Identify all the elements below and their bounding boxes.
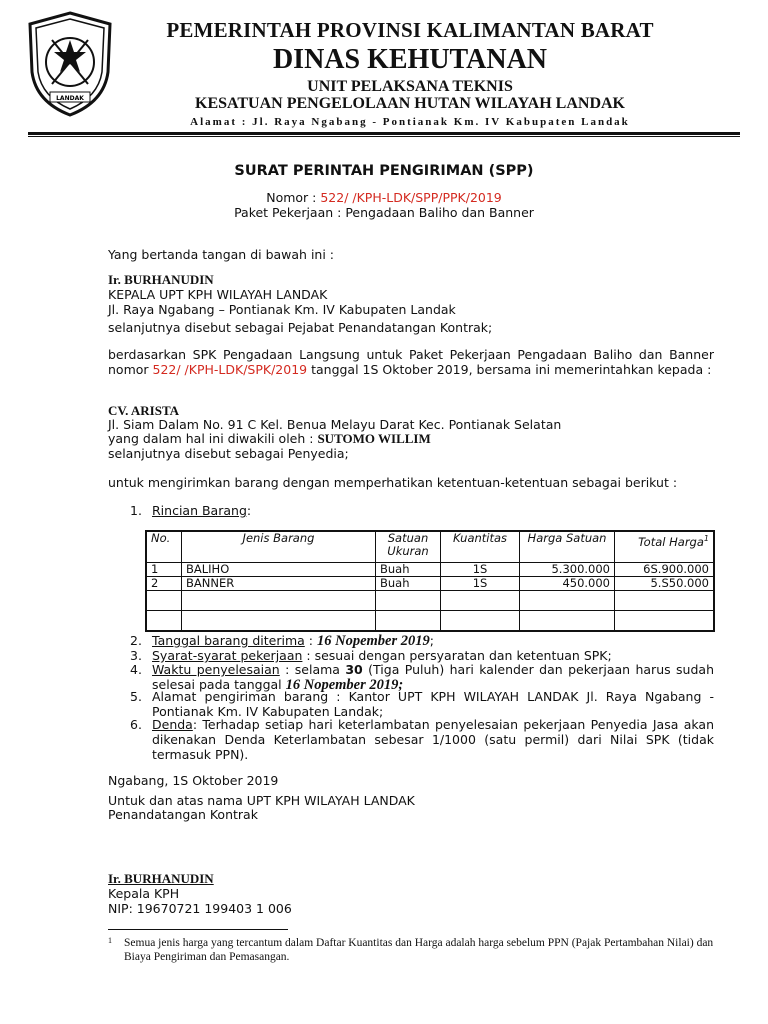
letterhead-unit: UNIT PELAKSANA TEKNIS bbox=[307, 78, 513, 95]
nomor-value: 522/ /KPH-LDK/SPP/PPK/2019 bbox=[320, 190, 502, 205]
cell-empty bbox=[376, 611, 441, 631]
letterhead-rule-thick bbox=[28, 132, 740, 135]
nomor-label: Nomor : bbox=[266, 190, 321, 205]
cell-item: BANNER bbox=[182, 577, 376, 591]
basis-part2: tanggal 1S Oktober 2019, bersama ini memerintahkan kepada : bbox=[307, 362, 712, 377]
provider-address: Jl. Siam Dalam No. 91 C Kel. Benua Melayu Darat Kec. Pontianak Selatan bbox=[108, 417, 562, 432]
letterhead-address: Alamat : Jl. Raya Ngabang - Pontianak Km. IV Kabupaten Landak bbox=[190, 116, 630, 128]
cell-item: BALIHO bbox=[182, 563, 376, 577]
header-total-harga bbox=[615, 531, 715, 563]
document-title: SURAT PERINTAH PENGIRIMAN (SPP) bbox=[234, 163, 534, 179]
letterhead-kph: KESATUAN PENGELOLAAN HUTAN WILAYAH LANDAK bbox=[195, 95, 625, 112]
document-number bbox=[0, 190, 768, 205]
signer-address: Jl. Raya Ngabang – Pontianak Km. IV Kabupaten Landak bbox=[108, 302, 456, 317]
cell-no: 1 bbox=[146, 563, 182, 577]
table-row bbox=[146, 577, 714, 591]
footnote-rule bbox=[108, 929, 288, 930]
signature-nip: NIP: 19670721 199403 1 006 bbox=[108, 901, 292, 916]
rep-label: yang dalam hal ini diwakili oleh : bbox=[108, 431, 318, 446]
item-3-number: 3. bbox=[130, 648, 142, 663]
item-1-text bbox=[152, 503, 251, 518]
cell-empty bbox=[182, 611, 376, 631]
item-1-number: 1. bbox=[130, 503, 142, 518]
letterhead-province: PEMERINTAH PROVINSI KALIMANTAN BARAT bbox=[166, 18, 654, 42]
item-1-label: Rincian Barang bbox=[152, 503, 247, 518]
basis-paragraph bbox=[108, 347, 714, 377]
cell-qty: 1S bbox=[441, 577, 520, 591]
header-jenis-barang: Jenis Barang bbox=[182, 531, 376, 563]
cell-total: 6S.900.000 bbox=[615, 563, 715, 577]
table-header-row bbox=[146, 531, 714, 563]
table-row-empty bbox=[146, 611, 714, 631]
signer-role: selanjutnya disebut sebagai Pejabat Penandatangan Kontrak; bbox=[108, 320, 493, 335]
table-row-empty bbox=[146, 591, 714, 611]
signer-name: Ir. BURHANUDIN bbox=[108, 272, 214, 287]
item-6-text bbox=[152, 717, 714, 762]
on-behalf: Untuk dan atas nama UPT KPH WILAYAH LANDAK bbox=[108, 793, 415, 808]
cell-empty bbox=[376, 591, 441, 611]
cell-unit: Buah bbox=[376, 577, 441, 591]
item-4-date: 16 Nopember 2019; bbox=[285, 677, 404, 693]
signature-name: Ir. BURHANUDIN bbox=[108, 871, 214, 886]
footnote-text: Semua jenis harga yang tercantum dalam Daftar Kuantitas dan Harga adalah harga sebelum PPN (Pajak Pertambahan Nilai) dan Biaya Pengiriman dan Pemasangan. bbox=[124, 937, 714, 963]
place-date: Ngabang, 1S Oktober 2019 bbox=[108, 773, 279, 788]
item-6-number: 6. bbox=[130, 717, 142, 732]
emblem-label: LANDAK bbox=[56, 95, 84, 102]
signature-title: Kepala KPH bbox=[108, 886, 180, 901]
cell-unit-price: 5.300.000 bbox=[520, 563, 615, 577]
cell-empty bbox=[520, 611, 615, 631]
cell-total: 5.S50.000 bbox=[615, 577, 715, 591]
cell-empty bbox=[146, 611, 182, 631]
item-2-rest: : bbox=[304, 633, 317, 648]
footnote-mark: 1 bbox=[108, 936, 112, 945]
cell-empty bbox=[441, 611, 520, 631]
provider-role: selanjutnya disebut sebagai Penyedia; bbox=[108, 446, 349, 461]
footnote bbox=[108, 936, 728, 964]
cell-empty bbox=[615, 611, 715, 631]
intro-text: Yang bertanda tangan di bawah ini : bbox=[108, 247, 335, 262]
footnote-ref: 1 bbox=[703, 534, 709, 543]
cell-empty bbox=[520, 591, 615, 611]
item-6-label: Denda bbox=[152, 717, 193, 732]
header-harga-satuan: Harga Satuan bbox=[520, 531, 615, 563]
basis-part1: berdasarkan SPK Pengadaan Langsung untuk Paket Pekerjaan Pengadaan Baliho dan Banner nomor bbox=[108, 347, 714, 377]
cell-no: 2 bbox=[146, 577, 182, 591]
item-2-date: 16 Nopember 2019 bbox=[316, 633, 430, 649]
cell-empty bbox=[441, 591, 520, 611]
signer-position: KEPALA UPT KPH WILAYAH LANDAK bbox=[108, 287, 328, 302]
items-table bbox=[145, 530, 715, 632]
item-2-after: ; bbox=[429, 633, 434, 648]
cell-empty bbox=[146, 591, 182, 611]
letterhead-rule-thin bbox=[28, 136, 740, 137]
item-4-label: Waktu penyelesaian bbox=[152, 662, 280, 677]
item-5-number: 5. bbox=[130, 689, 142, 704]
work-package: Paket Pekerjaan : Pengadaan Baliho dan Banner bbox=[234, 205, 534, 220]
instruction-text: untuk mengirimkan barang dengan memperhatikan ketentuan-ketentuan sebagai berikut : bbox=[108, 475, 678, 490]
header-satuan-ukuran: Satuan Ukuran bbox=[376, 531, 441, 563]
landak-emblem bbox=[24, 10, 116, 118]
cell-empty bbox=[182, 591, 376, 611]
item-3-text bbox=[152, 648, 612, 663]
item-1-rest: : bbox=[246, 503, 252, 518]
cell-qty: 1S bbox=[441, 563, 520, 577]
item-2-label: Tanggal barang diterima bbox=[152, 633, 305, 648]
item-3-rest: : sesuai dengan persyaratan dan ketentuan SPK; bbox=[302, 648, 612, 663]
provider-representative bbox=[108, 431, 431, 446]
signatory-role: Penandatangan Kontrak bbox=[108, 807, 258, 822]
rep-name: SUTOMO WILLIM bbox=[317, 431, 431, 446]
item-5-text: Alamat pengiriman barang : Kantor UPT KPH WILAYAH LANDAK Jl. Raya Ngabang - Pontianak Km. IV Kabupaten Landak; bbox=[152, 689, 714, 719]
letterhead-agency: DINAS KEHUTANAN bbox=[272, 44, 548, 75]
cell-unit-price: 450.000 bbox=[520, 577, 615, 591]
item-6-rest: : Terhadap setiap hari keterlambatan penyelesaian pekerjaan Penyedia Jasa akan dikenakan Denda Keterlambatan sebesar 1/1000 (satu permil) dari Nilai SPK (tidak termasuk PPN). bbox=[152, 717, 714, 762]
cell-empty bbox=[615, 591, 715, 611]
item-2-number: 2. bbox=[130, 633, 142, 648]
item-4-rest-b: (Tiga Puluh) hari kalender dan pekerjaan harus sudah selesai pada tanggal bbox=[152, 662, 714, 692]
item-4-days: 30 bbox=[345, 662, 363, 677]
provider-name: CV. ARISTA bbox=[108, 403, 180, 418]
table-row bbox=[146, 563, 714, 577]
item-4-rest-a: : selama bbox=[279, 662, 346, 677]
header-total-harga-label: Total Harga bbox=[638, 534, 704, 549]
spk-number: 522/ /KPH-LDK/SPK/2019 bbox=[152, 362, 308, 377]
item-2-text bbox=[152, 633, 434, 649]
items-table-wrapper bbox=[145, 530, 715, 632]
item-3-label: Syarat-syarat pekerjaan bbox=[152, 648, 303, 663]
cell-unit: Buah bbox=[376, 563, 441, 577]
header-no: No. bbox=[146, 531, 182, 563]
header-kuantitas: Kuantitas bbox=[441, 531, 520, 563]
item-4-number: 4. bbox=[130, 662, 142, 677]
